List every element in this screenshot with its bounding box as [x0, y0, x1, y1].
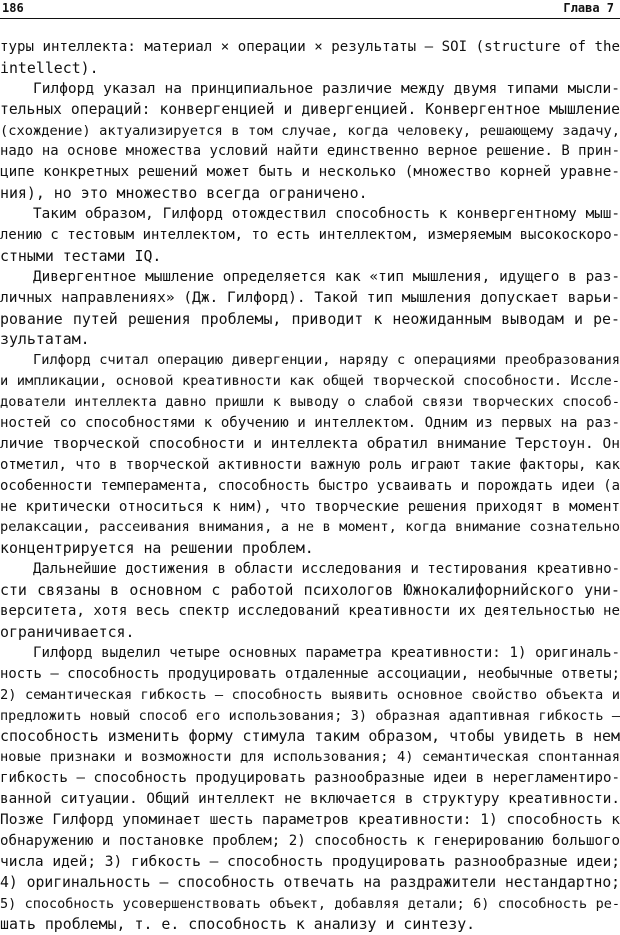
text-line: сти связаны в основном с работой психологов Южнокалифорнийского уни- [0, 581, 620, 600]
body-text [0, 37, 620, 935]
text-line: ностей со способностями к обучению и интеллектом. Одним из первых на раз- [0, 415, 620, 432]
text-line: Гилфорд указал на принципиальное различие между двумя типами мысли- [33, 80, 620, 97]
text-line: личие творческой способности и интеллекта обратил внимание Терстоун. Он [0, 435, 620, 452]
chapter-title: Глава 7 [563, 1, 614, 15]
text-line: не критически относиться к ним), что творческие решения приходят в момент [0, 498, 620, 515]
text-line: 2) семантическая гибкость — способность выявить основное свойство объекта и [0, 686, 620, 703]
text-line: стными тестами IQ. [0, 246, 162, 265]
text-line: тельных операций: конвергенцией и дивергенцией. Конвергентное мышление [0, 100, 620, 118]
text-line: зультатам. [0, 330, 90, 349]
text-line: отметил, что в творческой активности важную роль играют такие факторы, как [0, 456, 620, 473]
text-line: Дальнейшие достижения в области исследования и тестирования креативно- [33, 561, 620, 578]
text-line: личных направлениях» (Дж. Гилфорд). Такой тип мышления допускает варьи- [0, 289, 620, 306]
text-line: Гилфорд считал операцию дивергенции, наряду с операциями преобразования [33, 352, 620, 369]
text-line: (схождение) актуализируется в том случае, когда человеку, решающему задачу, [0, 122, 620, 139]
paragraph [0, 79, 620, 204]
text-line: верситета, хотя весь спектр исследований креативности их деятельностью не [0, 603, 620, 620]
text-line: ципе конкретных решений может быть и несколько (множество корней уравне- [0, 164, 620, 181]
text-line: дователи интеллекта давно пришли к выводу о слабой связи творческих способ- [0, 394, 620, 411]
text-line: способность изменить форму стимула таким образом, чтобы увидеть в нем [0, 727, 620, 746]
paragraph [0, 350, 620, 559]
text-line: 4) оригинальность — способность отвечать на раздражители нестандартно; [0, 873, 620, 891]
text-line: intellect). [0, 58, 99, 77]
paragraph [0, 204, 620, 267]
text-line: особенности темперамента, способность быстро усваивать и порождать идеи (а [0, 477, 620, 494]
text-line: числа идей; 3) гибкость — способность продуцировать разнообразные идеи; [0, 853, 620, 870]
paragraph [0, 643, 620, 935]
text-line: предложить новый способ его использования; 3) образная адаптивная гибкость — [0, 707, 620, 724]
text-line: 5) способность усовершенствовать объект, добавляя детали; 6) способность ре- [0, 895, 620, 912]
text-line: надо на основе множества условий найти единственно верное решение. В прин- [0, 143, 620, 160]
paragraph [0, 267, 620, 351]
text-line: концентрируется на решении проблем. [0, 539, 314, 558]
text-line: гибкость — способность продуцировать разнообразные идеи в нерегламентиро- [0, 770, 620, 787]
text-line: Дивергентное мышление определяется как «тип мышления, идущего в раз- [33, 268, 620, 285]
text-line: обнаружению и постановке проблем; 2) способность к генерированию большого [0, 832, 620, 849]
text-line: рование путей решения проблемы, приводит к неожиданным выводам и ре- [0, 309, 620, 328]
text-line: ность — способность продуцировать отдаленные ассоциации, необычные ответы; [0, 665, 620, 682]
text-line: шать проблемы, т. е. способность к анализу и синтезу. [0, 915, 476, 934]
paragraph [0, 37, 620, 79]
text-line: лению с тестовым интеллектом, то есть интеллектом, измеряемым высокоскоро- [0, 227, 620, 244]
text-line: ограничивается. [0, 622, 135, 641]
running-header [0, 0, 620, 19]
text-line: ния), но это множество всегда ограничено. [0, 184, 368, 203]
text-line: ванной ситуации. Общий интеллект не включается в структуру креативности. [0, 791, 620, 808]
text-line: Гилфорд выделил четыре основных параметра креативности: 1) оригиналь- [33, 644, 620, 661]
paragraph [0, 559, 620, 643]
text-line: релаксации, рассеивания внимания, а не в момент, когда внимание сознательно [0, 519, 620, 536]
page-number: 186 [2, 1, 24, 15]
text-line: Позже Гилфорд упоминает шесть параметров креативности: 1) способность к [0, 811, 620, 828]
text-line: Таким образом, Гилфорд отождествил способность к конвергентному мыш- [33, 206, 620, 223]
text-line: и импликации, основой креативности как общей творческой способности. Иссле- [0, 373, 620, 390]
text-line: новые признаки и возможности для использования; 4) семантическая спонтанная [0, 749, 620, 766]
text-line: туры интеллекта: материал × операции × результаты — SOI (structure of the [0, 39, 620, 55]
